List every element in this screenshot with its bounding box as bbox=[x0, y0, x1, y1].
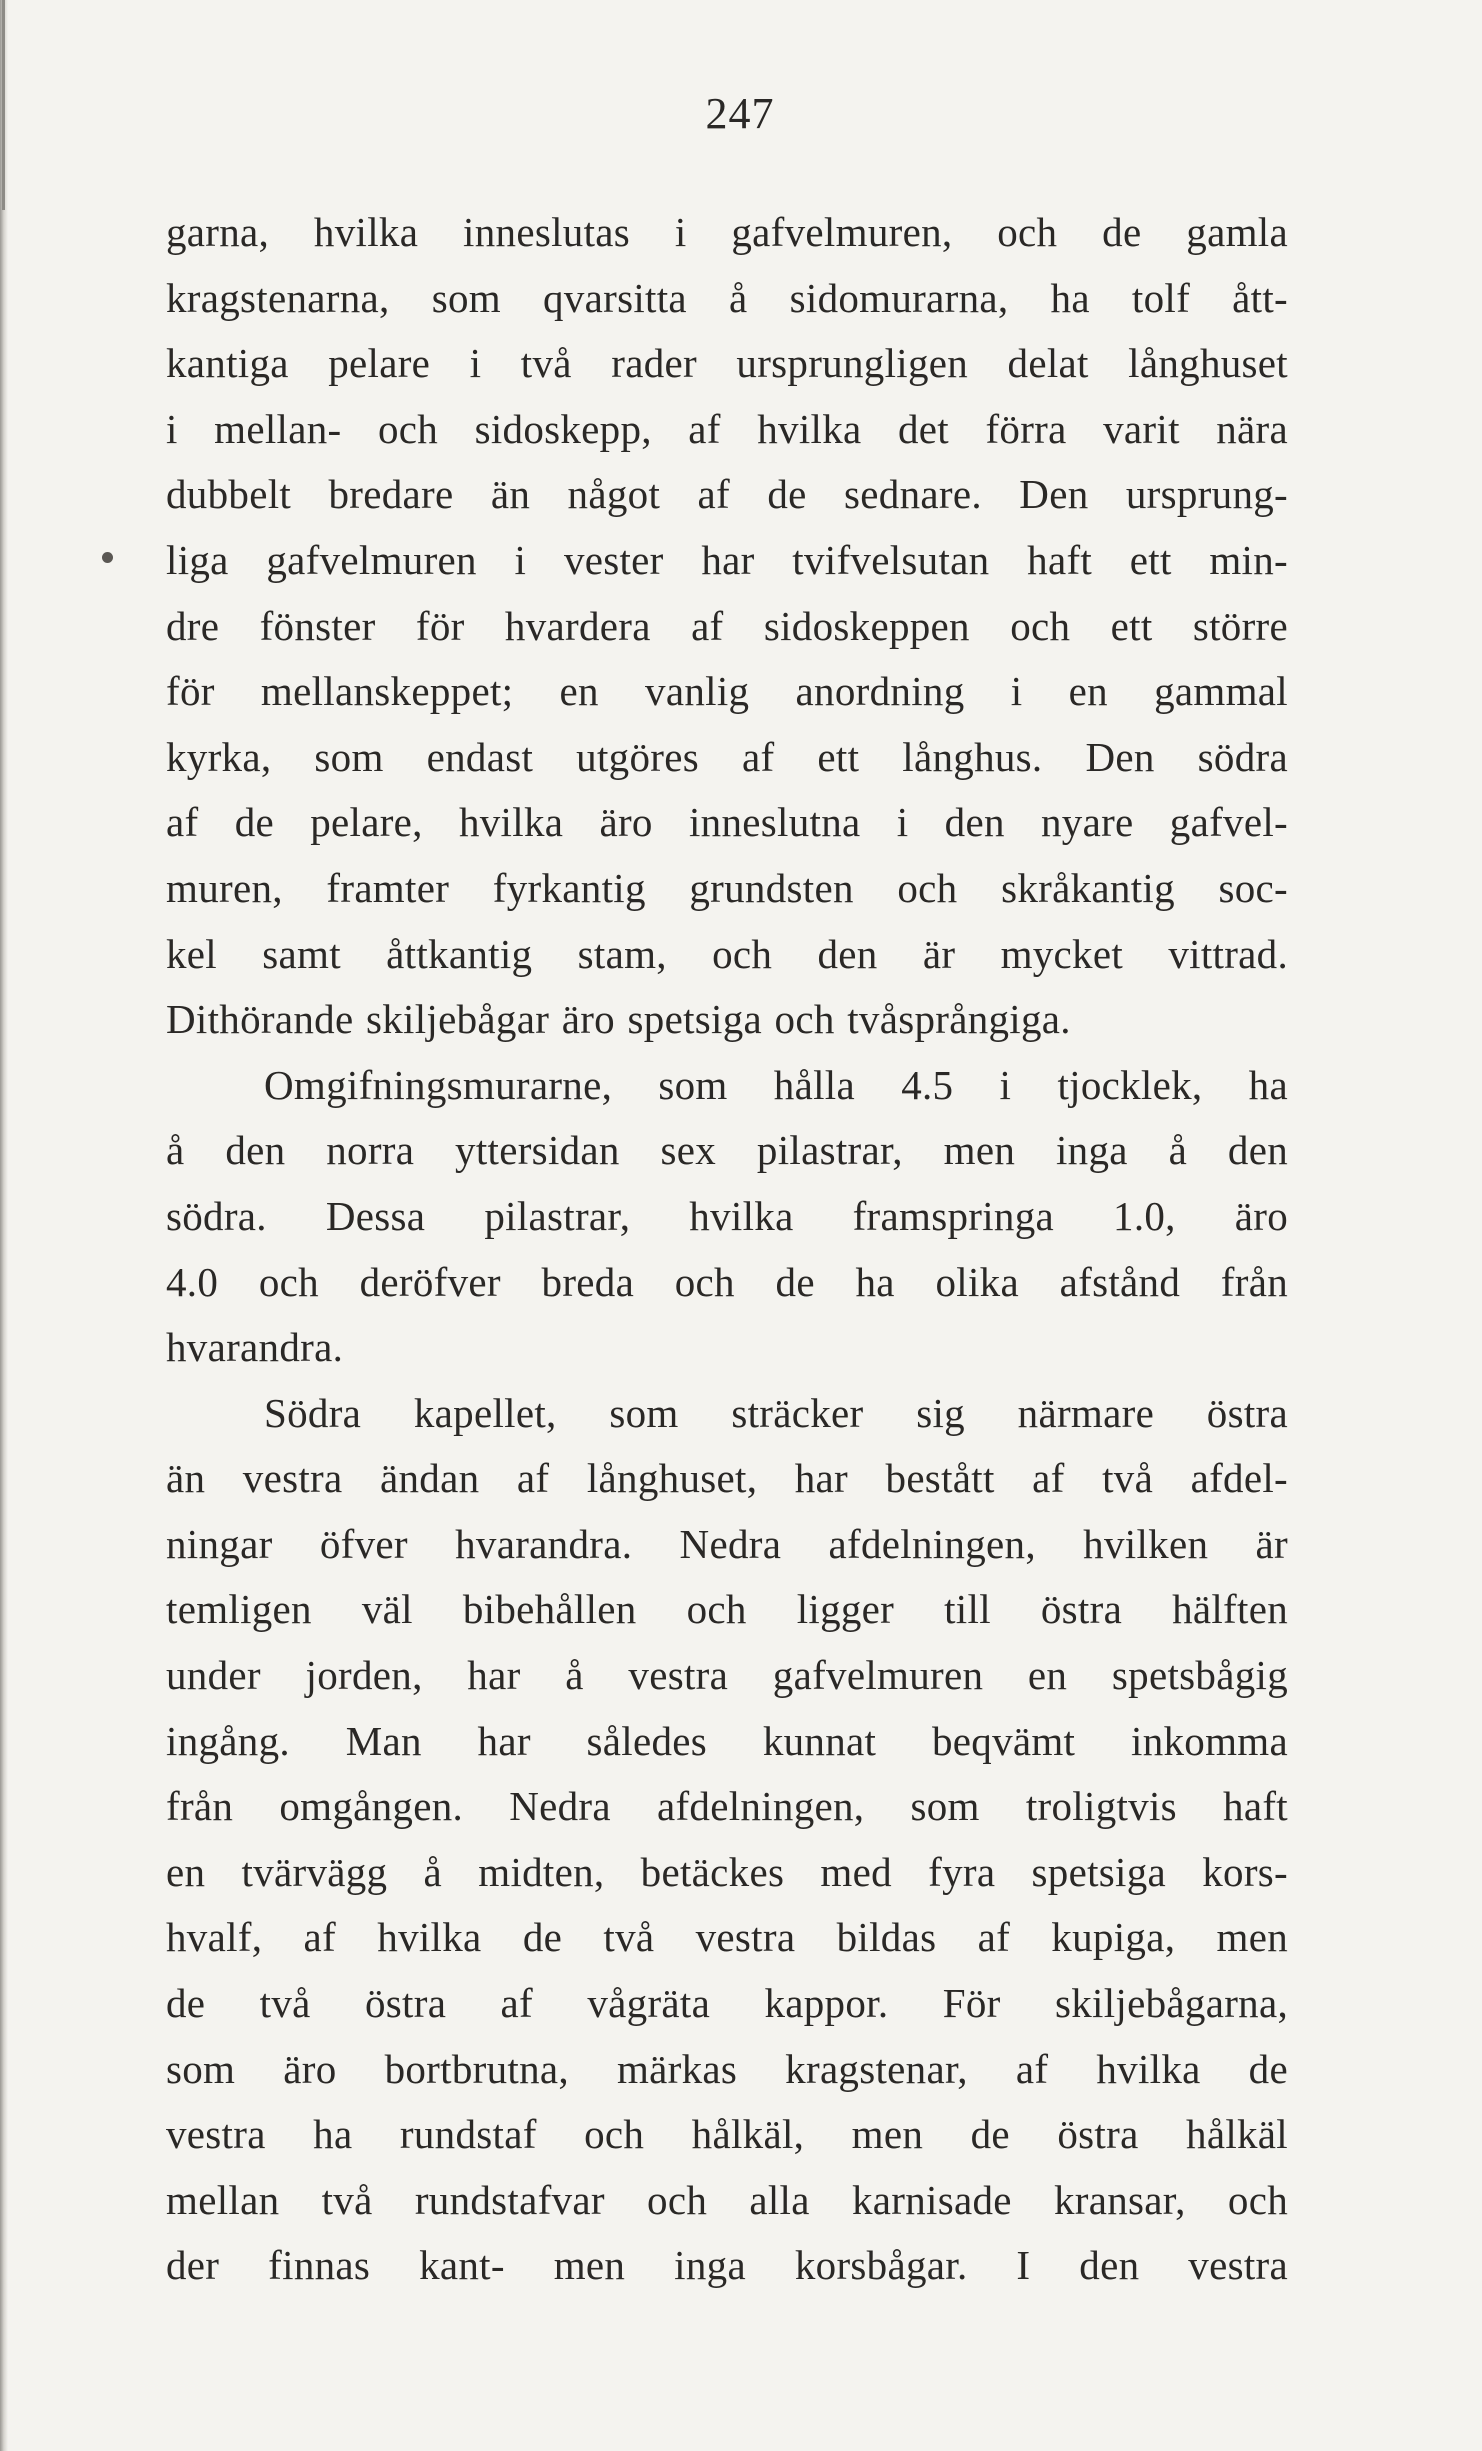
text-line: kyrka, som endast utgöres af ett långhus. Den södra bbox=[166, 733, 1288, 780]
text-line: mellan två rundstafvar och alla karnisade kransar, och bbox=[166, 2176, 1288, 2223]
text-line: der finnas kant- men inga korsbågar. I den vestra bbox=[166, 2242, 1288, 2289]
text-line: för mellanskeppet; en vanlig anordning i en gammal bbox=[166, 668, 1288, 715]
text-line: muren, framter fyrkantig grundsten och skråkantig soc- bbox=[166, 864, 1288, 911]
text-line: de två östra af vågräta kappor. För skiljebågarna, bbox=[166, 1980, 1288, 2027]
text-line: 4.0 och deröfver breda och de ha olika afstånd från bbox=[166, 1258, 1288, 1305]
text-line: som äro bortbrutna, märkas kragstenar, af hvilka de bbox=[166, 2045, 1288, 2092]
text-line: å den norra yttersidan sex pilastrar, men inga å den bbox=[166, 1127, 1288, 1174]
text-line: från omgången. Nedra afdelningen, som troligtvis haft bbox=[166, 1783, 1288, 1830]
text-line: ningar öfver hvarandra. Nedra afdelningen, hvilken är bbox=[166, 1520, 1288, 1567]
text-line: Omgifningsmurarne, som hålla 4.5 i tjocklek, ha bbox=[264, 1061, 1288, 1108]
page-number: 247 bbox=[705, 89, 775, 138]
text-line: kantiga pelare i två rader ursprungligen delat långhuset bbox=[166, 340, 1288, 387]
text-line: under jorden, har å vestra gafvelmuren en spetsbågig bbox=[166, 1652, 1288, 1699]
text-line: liga gafvelmuren i vester har tvifvelsutan haft ett min- bbox=[166, 536, 1288, 583]
ink-speck bbox=[102, 552, 113, 563]
text-line: vestra ha rundstaf och hålkäl, men de östra hålkäl bbox=[166, 2111, 1288, 2158]
text-line: i mellan- och sidoskepp, af hvilka det förra varit nära bbox=[166, 405, 1288, 452]
text-line: af de pelare, hvilka äro inneslutna i den nyare gafvel- bbox=[166, 799, 1288, 846]
body-text bbox=[166, 200, 1288, 2299]
text-line: Dithörande skiljebågar äro spetsiga och tvåsprångiga. bbox=[166, 996, 1071, 1043]
edge-mark bbox=[2, 0, 5, 210]
text-line: ingång. Man har således kunnat beqvämt inkomma bbox=[166, 1717, 1288, 1764]
text-line: dubbelt bredare än något af de sednare. Den ursprung- bbox=[166, 471, 1288, 518]
text-line: dre fönster för hvardera af sidoskeppen och ett större bbox=[166, 602, 1288, 649]
text-line: hvalf, af hvilka de två vestra bildas af kupiga, men bbox=[166, 1914, 1288, 1961]
text-line: kel samt åttkantig stam, och den är mycket vittrad. bbox=[166, 930, 1288, 977]
text-line: en tvärvägg å midten, betäckes med fyra spetsiga kors- bbox=[166, 1848, 1288, 1895]
text-line: Södra kapellet, som sträcker sig närmare östra bbox=[264, 1389, 1288, 1436]
text-line: garna, hvilka inneslutas i gafvelmuren, och de gamla bbox=[166, 209, 1288, 255]
page-left-edge bbox=[0, 0, 8, 2451]
text-line: än vestra ändan af långhuset, har bestått af två afdel- bbox=[166, 1455, 1288, 1502]
text-line: södra. Dessa pilastrar, hvilka framspringa 1.0, äro bbox=[166, 1192, 1288, 1239]
text-line: kragstenarna, som qvarsitta å sidomurarna, ha tolf ått- bbox=[166, 274, 1288, 321]
text-line: hvarandra. bbox=[166, 1324, 344, 1371]
text-line: temligen väl bibehållen och ligger till östra hälften bbox=[166, 1586, 1288, 1633]
